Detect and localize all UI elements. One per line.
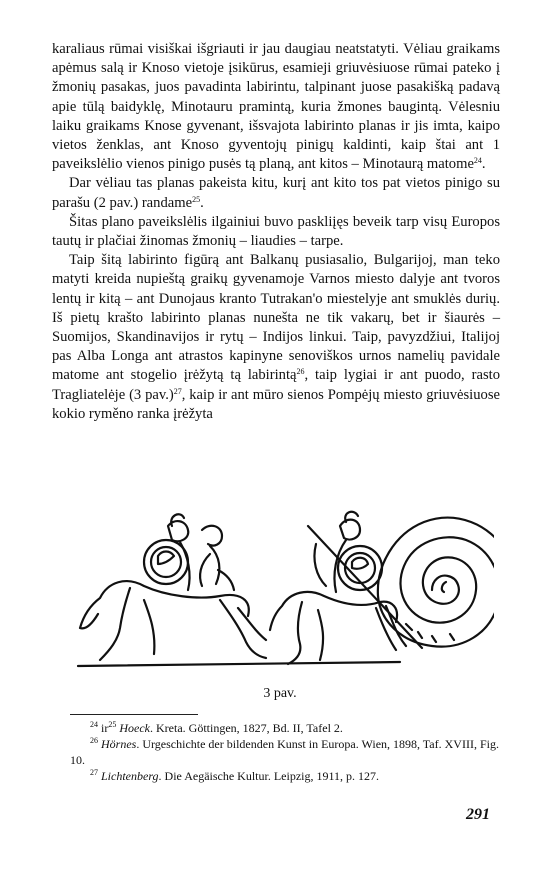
paragraph-text: Dar vėliau tas planas pakeista kitu, kurį ant kito tos pat vietos pinigo su parašu (2 pav.) randame	[52, 175, 500, 211]
paragraph	[52, 40, 500, 174]
footnote-author: Hoeck	[119, 721, 150, 735]
second-rider-head	[340, 512, 360, 540]
footnote-reference: 26	[296, 367, 305, 377]
paragraph	[52, 213, 500, 251]
paragraph-text: , taip lygiai ir ant puodo, rasto Tragliatelėje (3 pav.)	[52, 367, 500, 403]
footnote-reference: 24	[473, 156, 482, 166]
footnote-reference: 27	[173, 386, 182, 396]
paragraph-text: karaliaus rūmai visiškai išgriauti ir jau daugiau neatstatyti. Vėliau graikams apėmus salą ir Knoso vietoje įsikūrus, esamieji griuvėsiuose rūmai pateko į žmonių pasakas, juos pavadinta labirintu, talpinant juose pasakišką padavą apie tūlą baidyklę, Minotauru pramintą, kuria žmones baugintą. Vėlesniu laiku graikams Knose gyvenant, išsvajota labirinto planas ir jis imta, kaipo vietos ženklas, ant Knoso gyventojų pinigų kaldinti, kaip štai ant 1 paveikslėlio vienos pinigo pusės tą planą, ant kitos – Minotaurą matome	[52, 41, 500, 173]
footnote-text: . Urgeschichte der bildenden Kunst in Europa. Wien, 1898, Taf. XVIII, Fig. 10.	[70, 737, 499, 767]
second-horse	[270, 592, 406, 664]
footnote-text: . Die Aegäische Kultur. Leipzig, 1911, p. 127.	[158, 769, 380, 783]
footnote	[70, 720, 500, 736]
paragraph-text: , kaip ir ant mūro sienos Pompėjų miesto griuvėsiuose kokio ryměno ranka įrėžyta	[52, 386, 500, 422]
footnote	[70, 736, 500, 768]
figure-caption: 3 pav.	[263, 686, 297, 701]
footnote	[70, 768, 500, 784]
footnote-mark: 24	[90, 720, 98, 729]
paragraph-text: Taip šitą labirinto figūrą ant Balkanų pusiasalio, Bulgarijoj, man teko matyti kreida nupieštą graikų gyvenamoje Varnos miesto dalyje ant tvoros lentų ir kitą – ant Dunojaus kranto Tutrakan'o miestelyje ant smuklės durių. Iš pietų krašto labirinto planas nunešta ne tik vakarų, bet ir šiaurės – Suomijos, Skandinavijos ir rytų – Indijos linkui. Taip, pavyzdžiui, Italijoj pas Alba Longa ant atrastos kapinyne senoviškos urnos namelių pavidale matome ant stogelio įrėžytą tą labirintą	[52, 252, 500, 384]
first-rider-head	[168, 514, 188, 541]
footnote-divider	[70, 714, 198, 715]
paragraph-text: .	[481, 156, 486, 173]
paragraph-text: .	[200, 194, 204, 211]
page-number: 291	[466, 806, 490, 823]
figure-3-tragliatella-vase-drawing	[70, 504, 494, 674]
paragraph	[52, 251, 500, 424]
paragraph-text: Šitas plano paveikslėlis ilgainiui buvo paskliįęs beveik tarp visų Europos tautų ir plačiai žinomas žmonių – liaudies – tarpe.	[52, 213, 500, 250]
first-horse	[80, 581, 266, 660]
footnote-mark: 26	[90, 736, 98, 745]
footnote-joiner: ir	[98, 721, 109, 735]
footnote-reference: 25	[192, 194, 201, 204]
footnote-mark: 27	[90, 768, 98, 777]
footnote-author: Lichtenberg	[101, 769, 159, 783]
ground-line	[78, 662, 400, 666]
footnote-mark: 25	[108, 720, 117, 729]
companion-figure	[200, 526, 234, 590]
main-text	[52, 40, 500, 424]
footnote-text: . Kreta. Göttingen, 1827, Bd. II, Tafel 2.	[150, 721, 343, 735]
paragraph	[52, 174, 500, 212]
footnote-author: Hörnes	[101, 737, 137, 751]
labyrinth-riders-illustration	[70, 504, 494, 674]
page-body	[52, 40, 500, 424]
footnotes	[70, 720, 500, 784]
spear	[308, 526, 422, 648]
